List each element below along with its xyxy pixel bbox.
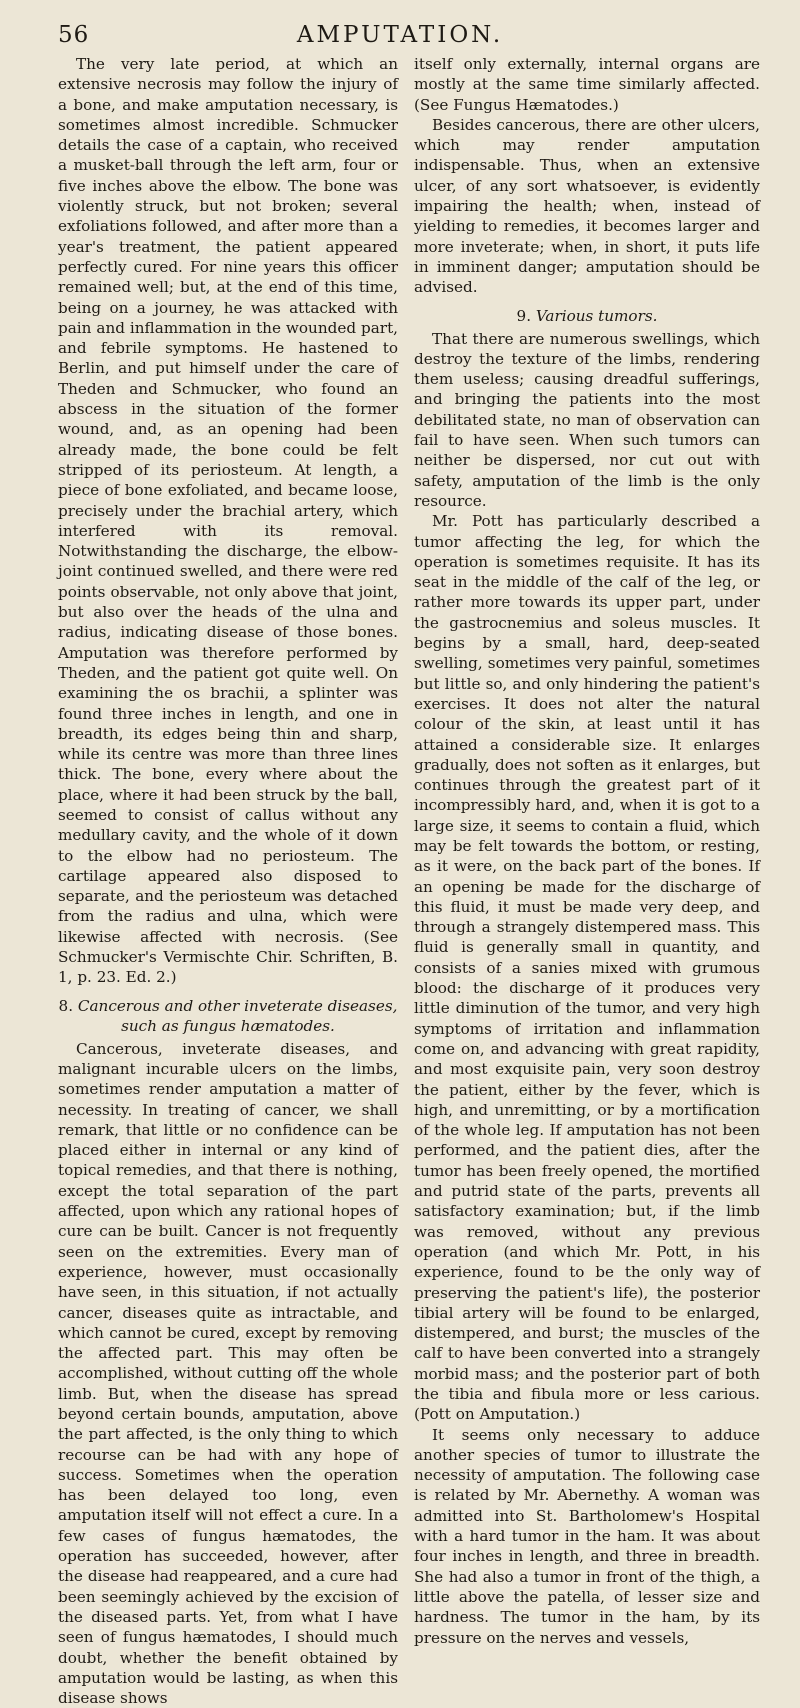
paragraph-necrosis-case: The very late period, at which an extensive necrosis may follow the injury of a bone, and make amputation necessary, is sometimes almost incredible. Schmucker details the case of a captain, who received a musket-ball through the left arm, four or five inches above the elbow. The bone was violently struck, but not broken; several exfoliations followed, and after more than a year's treatment, the patient appeared perfectly cured. For nine years this officer remained well; but, at the end of this time, being on a journey, he was attacked with pain and inflammation in the wounded part, and febrile symptoms. He hastened to Berlin, and put himself under the care of Theden and Schmucker, who found an abscess in the situation of the former wound, and, as an opening had been already made, the bone could be felt stripped of its periosteum. At length, a piece of bone exfoliated, and became loose, precisely under the brachial artery, which interfered with its removal. Notwithstanding the discharge, the elbow-joint continued swelled, and there were red points observable, not only above that joint, but also over the heads of the ulna and radius, indicating disease of those bones. Amputation was therefore performed by Theden, and the patient got quite well. On examining the os brachii, a splinter was found three inches in length, and one in breadth, its edges being thin and sharp, while its centre was more than three lines thick. The bone, every where about the place, where it had been struck by the ball, seemed to consist of callus without any medullary cavity, and the whole of it down to the elbow had no periosteum. The cartilage appeared also disposed to separate, and the periosteum was detached from the radius and ulna, which were likewise affected with necrosis. (See Schmucker's Vermischte Chir. Schriften, B. 1, p. 23. Ed. 2.) <box>58 55 398 987</box>
paragraph-abernethy-case: It seems only necessary to adduce another species of tumor to illustrate the necessity of amputation. The following case is related by Mr. Abernethy. A woman was admitted into St. Bartholomew's Hospital with a hard tumor in the ham. It was about four inches in length, and three in breadth. She had also a tumor in front of the thigh, a little above the patella, of lesser size and hardness. The tumor in the ham, by its pressure on the nerves and vessels, <box>414 1425 760 1647</box>
section-title: Cancerous and other inveterate diseases, such as fungus hæmatodes. <box>77 996 398 1035</box>
section-heading-9 <box>414 306 760 326</box>
section-heading-8 <box>58 996 398 1036</box>
right-column <box>414 54 760 1648</box>
paragraph-swellings: That there are numerous swellings, which destroy the texture of the limbs, rendering them useless; causing dreadful sufferings, and bringing the patients into the most debilitated state, no man of observation can fail to have seen. When such tumors can neither be dispersed, nor cut out with safety, amputation of the limb is the only resource. <box>414 329 760 510</box>
paragraph-pott-tumor: Mr. Pott has particularly described a tumor affecting the leg, for which the operation is sometimes requisite. It has its seat in the middle of the calf of the leg, or rather more towards its upper part, under the gastrocnemius and soleus muscles. It begins by a small, hard, deep-seated swelling, sometimes very painful, sometimes but little so, and only hindering the patient's exercises. It does not alter the natural colour of the skin, at least until it has attained a considerable size. It enlarges gradually, does not soften as it enlarges, but continues through the greatest part of it incompressibly hard, and, when it is got to a large size, it seems to contain a fluid, which may be felt towards the bottom, or resting, as it were, on the back part of the bones. If an opening be made for the discharge of this fluid, it must be made very deep, and through a strangely distempered mass. This fluid is generally small in quantity, and consists of a sanies mixed with grumous blood: the discharge of it produces very little diminution of the tumor, and very high symptoms of irritation and inflammation come on, and advancing with great rapidity, and most exquisite pain, very soon destroy the patient, either by the fever, which is high, and unremitting, or by a mortification of the whole leg. If amputation has not been performed, and the patient dies, after the tumor has been freely opened, the mortified and putrid state of the parts, prevents all satisfactory examination; but, if the limb was removed, without any previous operation (and which Mr. Pott, in his experience, found to be the only way of preserving the patient's life), the posterior tibial artery will be found to be enlarged, distempered, and burst; the muscles of the calf to have been converted into a strangely morbid mass; and the posterior part of both the tibia and fibula more or less carious. (Pott on Amputation.) <box>414 512 760 1424</box>
running-head: AMPUTATION. <box>296 22 504 48</box>
section-title: Various tumors. <box>535 306 658 325</box>
section-number: 9. <box>516 306 532 325</box>
paragraph-cancerous-diseases: Cancerous, inveterate diseases, and malignant incurable ulcers on the limbs, sometimes render amputation a matter of necessity. In treating of cancer, we shall remark, that little or no confidence can be placed either in internal or any kind of topical remedies, and that there is nothing, except the total separation of the part affected, upon which any rational hopes of cure can be built. Cancer is not frequently seen on the extremities. Every man of experience, however, must occasionally have seen, in this situation, if not actually cancer, diseases quite as intractable, and which cannot be cured, except by removing the affected part. This may often be accomplished, without cutting off the whole limb. But, when the disease has spread beyond certain bounds, amputation, above the part affected, is the only thing to which recourse can be had with any hope of success. Sometimes when the operation has been delayed too long, even amputation itself will not effect a cure. In a few cases of fungus hæmatodes, the operation has succeeded, however, after the disease had reappeared, and a cure had been seemingly achieved by the excision of the diseased parts. Yet, from what I have seen of fungus hæmatodes, I should much doubt, whether the benefit obtained by amputation would be lasting, as when this disease shows <box>58 1039 398 1708</box>
section-number: 8. <box>58 996 74 1015</box>
paragraph-ulcers: Besides cancerous, there are other ulcers, which may render amputation indispensable. Thus, when an extensive ulcer, of any sort whatsoever, is evidently impairing the health; when, instead of yielding to remedies, it becomes larger and more inveterate; when, in short, it puts life in imminent danger; amputation should be advised. <box>414 115 760 297</box>
left-column <box>58 54 398 1708</box>
page-header <box>0 22 800 52</box>
paragraph-continuation: itself only externally, internal organs are mostly at the same time similarly affected. (See Fungus Hæmatodes.) <box>414 55 760 114</box>
page-number: 56 <box>58 22 90 48</box>
